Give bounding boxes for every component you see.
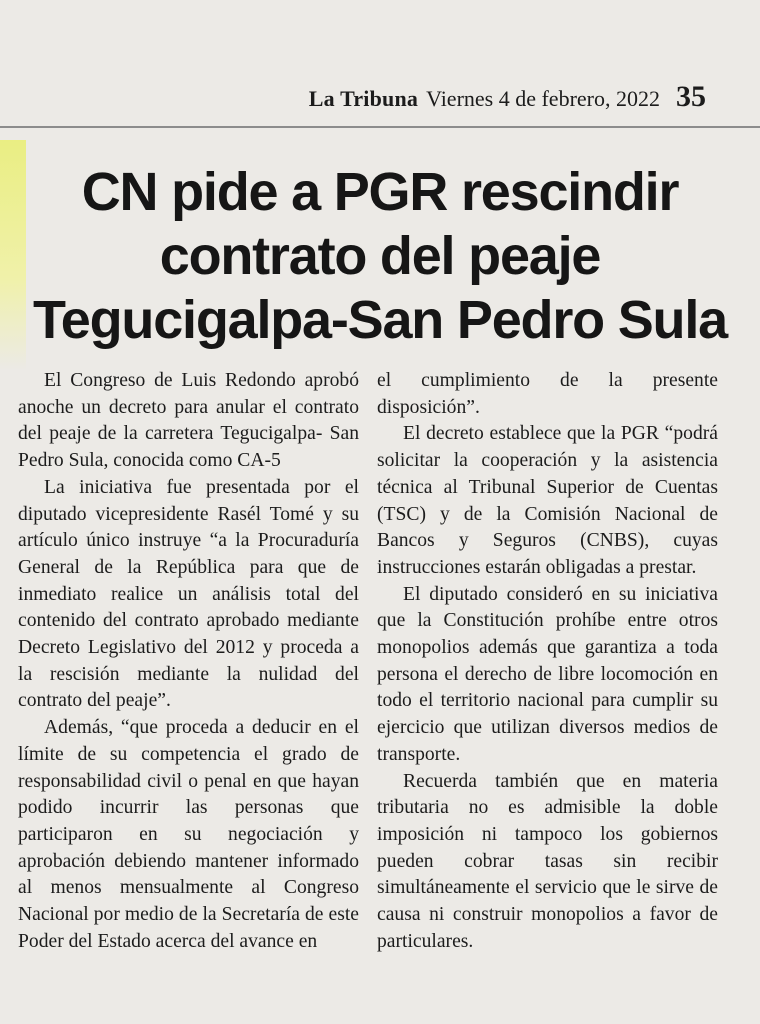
paragraph: El decreto establece que la PGR “podrá solicitar la cooperación y la asistencia técnica al Tribunal Superior de Cuentas (TSC) y de la Comisión Nacional de Bancos y Seguros (CNBS), cuyas instrucciones estarán obligadas a prestar. <box>377 423 718 578</box>
masthead <box>309 80 706 114</box>
paragraph: Recuerda también que en materia tributaria no es admisible la doble imposición ni tampoco los gobiernos pueden cobrar tasas sin recibir simultáneamente el servicio que le sirve de causa ni construir monopolios a favor de particulares. <box>377 770 718 952</box>
paragraph: Además, “que proceda a deducir en el límite de su competencia el grado de responsabilidad civil o penal en que hayan podido incurrir las personas que participaron en su negociación y aprobación debiendo mantener informado al menos mensualmente al Congreso Nacional por medio de la Secretaría de este Poder del Estado acerca del avance en <box>18 717 359 952</box>
article-headline <box>10 160 750 352</box>
paragraph: El Congreso de Luis Redondo aprobó anoche un decreto para anular el contrato del peaje de la carretera Tegucigalpa- San Pedro Sula, conocida como CA-5 <box>18 370 359 472</box>
article-body <box>18 368 718 1018</box>
paragraph: La iniciativa fue presentada por el diputado vicepresidente Rasél Tomé y su artículo único instruye “a la Procuraduría General de la República para que de inmediato realice un análisis total del contenido del contrato aprobado mediante Decreto Legislativo del 2012 y proceda a la rescisión mediante la nulidad del contrato del peaje”. <box>18 476 359 712</box>
right-column <box>377 368 718 1018</box>
page-number: 35 <box>676 80 706 113</box>
paragraph: el cumplimiento de la presente disposición”. <box>377 370 718 418</box>
paragraph: El diputado consideró en su iniciativa que la Constitución prohíbe entre otros monopolios además que garantiza a toda persona el derecho de libre locomoción en todo el territorio nacional para cumplir su ejercicio que utilizan diversos medios de transporte. <box>377 583 718 765</box>
header-rule <box>0 126 760 128</box>
headline-line: contrato del peaje <box>159 226 601 286</box>
headline-line: CN pide a PGR rescindir <box>81 162 679 222</box>
left-column <box>18 368 359 1018</box>
headline-line: Tegucigalpa-San Pedro Sula <box>33 290 727 350</box>
newspaper-name: La Tribuna <box>308 86 419 111</box>
issue-date: Viernes 4 de febrero, 2022 <box>426 86 660 111</box>
